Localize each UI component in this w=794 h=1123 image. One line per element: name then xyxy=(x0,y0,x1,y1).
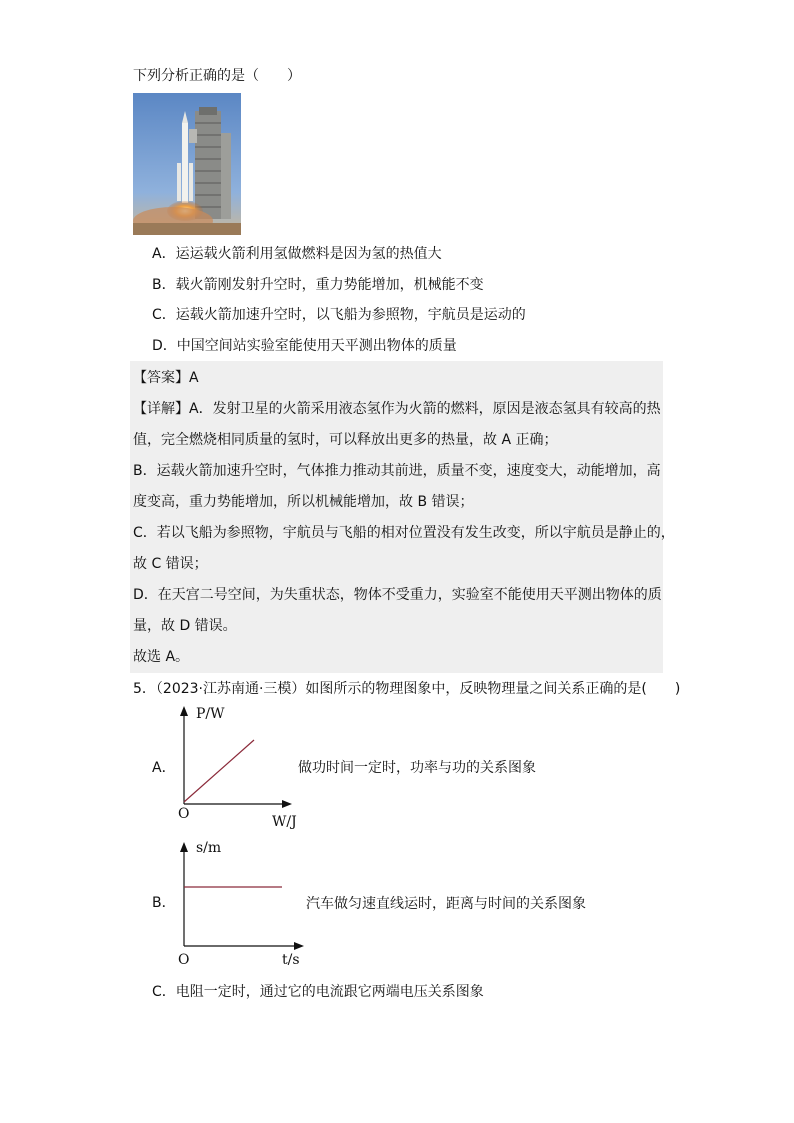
detail-line: C．若以飞船为参照物，宇航员与飞船的相对位置没有发生改变，所以宇航员是静止的， xyxy=(133,525,675,541)
detail-line: 【详解】A．发射卫星的火箭采用液态氢作为火箭的燃料，原因是液态氢具有较高的热 xyxy=(133,401,661,417)
detail-line: 度变高，重力势能增加，所以机械能增加，故 B 错误； xyxy=(133,494,474,510)
answer-line: 【答案】A xyxy=(133,370,199,386)
option-a: A．运运载火箭利用氢做燃料是因为氢的热值大 xyxy=(152,246,442,262)
question-stem: 下列分析正确的是（ ） xyxy=(133,68,301,84)
option-b: B．载火箭刚发射升空时，重力势能增加，机械能不变 xyxy=(152,277,484,293)
option-a-caption: 做功时间一定时，功率与功的关系图象 xyxy=(298,760,536,776)
option-b-letter: B． xyxy=(152,895,176,911)
option-c-text: C．电阻一定时，通过它的电流跟它两端电压关系图象 xyxy=(152,984,484,1000)
option-d: D．中国空间站实验室能使用天平测出物体的质量 xyxy=(152,338,457,354)
option-c: C．运载火箭加速升空时，以飞船为参照物，宇航员是运动的 xyxy=(152,307,526,323)
y-axis-label: s/m xyxy=(196,840,222,856)
detail-line: 量，故 D 错误。 xyxy=(133,618,237,634)
detail-line: B．运载火箭加速升空时，气体推力推动其前进，质量不变，速度变大，动能增加，高 xyxy=(133,463,661,479)
y-axis-label: P/W xyxy=(196,706,225,722)
detail-line: 值，完全燃烧相同质量的氢时，可以释放出更多的热量，故 A 正确； xyxy=(133,432,558,448)
option-b-caption: 汽车做匀速直线运时，距离与时间的关系图象 xyxy=(306,896,586,912)
rocket-launch-photo xyxy=(133,93,241,235)
detail-line: 故选 A。 xyxy=(133,649,190,665)
x-axis-label: t/s xyxy=(282,952,300,968)
detail-line: D．在天宫二号空间，为失重状态，物体不受重力，实验室不能使用天平测出物体的质 xyxy=(133,587,662,603)
detail-line: 故 C 错误； xyxy=(133,556,208,572)
option-a-letter: A． xyxy=(152,760,176,776)
question-5-stem: 5．（2023·江苏南通·三模）如图所示的物理图象中，反映物理量之间关系正确的是( ) xyxy=(133,681,681,697)
origin-label: O xyxy=(178,806,190,822)
x-axis-label: W/J xyxy=(272,814,297,830)
graph-line-a xyxy=(184,740,254,802)
origin-label: O xyxy=(178,952,190,968)
